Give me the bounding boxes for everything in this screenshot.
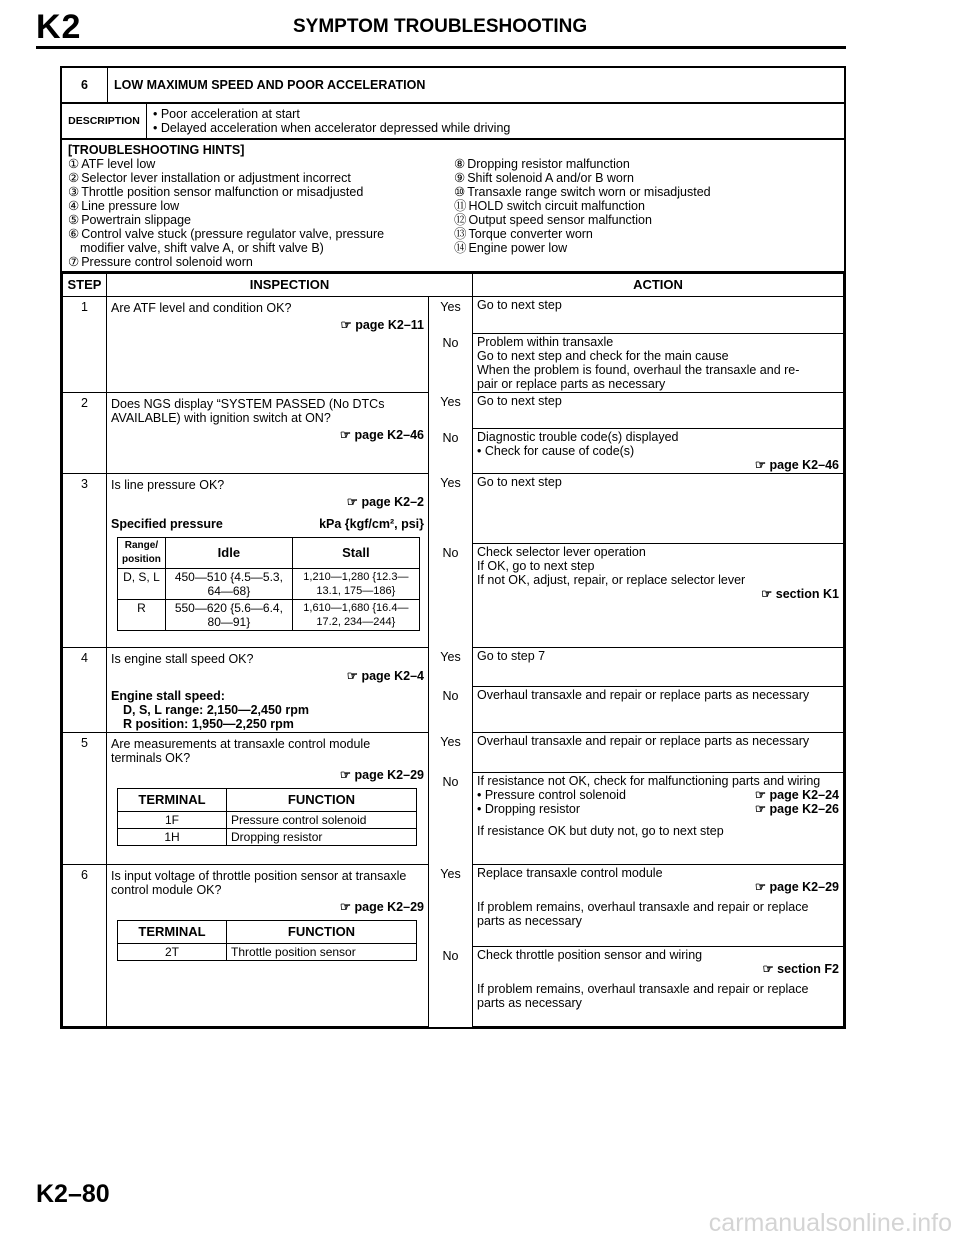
yes-action bbox=[473, 864, 844, 946]
pressure-unit: kPa {kgf/cm², psi} bbox=[319, 516, 424, 531]
hint-item bbox=[68, 157, 454, 171]
hint-text: Output speed sensor malfunction bbox=[468, 213, 652, 227]
description-label: DESCRIPTION bbox=[62, 104, 147, 138]
function-cell: Dropping resistor bbox=[227, 828, 417, 845]
hint-number: ② bbox=[68, 171, 80, 185]
page-reference: ☞ page K2–29 bbox=[339, 767, 424, 782]
action-line: When the problem is found, overhaul the transaxle and re- bbox=[477, 362, 800, 377]
inspection-question: Is engine stall speed OK? bbox=[111, 651, 254, 666]
action-line: • Pressure control solenoid bbox=[477, 787, 626, 802]
troubleshooting-document bbox=[60, 66, 846, 1029]
terminal-header: TERMINAL bbox=[118, 920, 227, 943]
hint-text: Control valve stuck (pressure regulator valve, pressure bbox=[81, 227, 385, 241]
yes-action: Go to next step bbox=[473, 297, 844, 334]
symptom-row bbox=[62, 68, 844, 104]
hint-text: Line pressure low bbox=[81, 199, 180, 213]
range-header: Range/ position bbox=[118, 537, 166, 568]
range-cell: R bbox=[118, 599, 166, 630]
hint-item bbox=[454, 241, 711, 255]
action-line: Diagnostic trouble code(s) displayed bbox=[477, 429, 679, 444]
hint-item bbox=[454, 185, 711, 199]
page-reference: ☞ page K2–2 bbox=[346, 494, 424, 509]
stall-cell: 1,610—1,680 {16.4—17.2, 234—244} bbox=[292, 599, 419, 630]
yes-label: Yes bbox=[429, 473, 473, 543]
hint-number: ⑩ bbox=[454, 185, 466, 199]
description-item: • Delayed acceleration when accelerator depressed while driving bbox=[153, 121, 511, 135]
stall-cell: 1,210—1,280 {12.3—13.1, 175—186} bbox=[292, 568, 419, 599]
page-title: SYMPTOM TROUBLESHOOTING bbox=[293, 16, 588, 37]
page-reference: ☞ page K2–46 bbox=[754, 457, 839, 472]
page-reference: ☞ page K2–4 bbox=[346, 668, 424, 683]
page-reference: ☞ page K2–29 bbox=[339, 899, 424, 914]
yes-action: Go to step 7 bbox=[473, 647, 844, 686]
hint-item bbox=[454, 213, 711, 227]
inspection-cell bbox=[107, 392, 429, 473]
action-line: If not OK, adjust, repair, or replace selector lever bbox=[477, 572, 746, 587]
hint-text: Engine power low bbox=[468, 241, 568, 255]
hint-item bbox=[68, 255, 454, 269]
hint-item bbox=[454, 157, 711, 171]
header-rule bbox=[36, 46, 846, 49]
inspection-cell bbox=[107, 732, 429, 864]
hint-text: Powertrain slippage bbox=[81, 213, 192, 227]
page-reference: ☞ page K2–11 bbox=[340, 318, 424, 332]
section-reference: ☞ section F2 bbox=[762, 961, 839, 976]
inspection-cell bbox=[107, 297, 429, 393]
terminal-cell: 1F bbox=[118, 811, 227, 828]
inspection-question: Does NGS display “SYSTEM PASSED (No DTCs AVAILABLE) with ignition switch at ON? bbox=[111, 396, 385, 425]
table-row bbox=[63, 647, 844, 686]
idle-header: Idle bbox=[165, 537, 292, 568]
hint-number: ③ bbox=[68, 185, 80, 199]
table-row bbox=[63, 297, 844, 334]
inspection-cell bbox=[107, 647, 429, 732]
watermark: carmanualsonline.info bbox=[708, 1209, 952, 1237]
hint-text: Transaxle range switch worn or misadjusted bbox=[467, 185, 711, 199]
yes-action: Overhaul transaxle and repair or replace parts as necessary bbox=[473, 732, 844, 772]
hint-item bbox=[68, 185, 454, 199]
description-row bbox=[62, 104, 844, 140]
troubleshooting-hints bbox=[62, 140, 844, 273]
yes-label: Yes bbox=[429, 864, 473, 946]
table-row bbox=[63, 864, 844, 946]
no-label: No bbox=[429, 686, 473, 732]
stall-speed-r: R position: 1,950—2,250 rpm bbox=[123, 716, 294, 731]
stall-speed-heading: Engine stall speed: bbox=[111, 688, 225, 703]
table-row bbox=[63, 392, 844, 428]
yes-label: Yes bbox=[429, 732, 473, 772]
specified-pressure-label: Specified pressure bbox=[111, 516, 223, 531]
hint-item bbox=[68, 171, 454, 185]
idle-cell: 550—620 {5.6—6.4, 80—91} bbox=[165, 599, 292, 630]
inspection-question: Is line pressure OK? bbox=[111, 477, 225, 492]
step-number: 3 bbox=[63, 473, 107, 647]
yes-label: Yes bbox=[429, 647, 473, 686]
hint-number: ④ bbox=[68, 199, 80, 213]
action-line: If resistance OK but duty not, go to next step bbox=[477, 823, 724, 838]
action-line: Go to next step and check for the main cause bbox=[477, 348, 729, 363]
hints-left-column bbox=[68, 157, 454, 269]
action-column-header: ACTION bbox=[473, 274, 844, 297]
hint-item-continuation bbox=[68, 241, 454, 255]
page-number: K2–80 bbox=[36, 1180, 110, 1208]
terminal-cell: 1H bbox=[118, 828, 227, 845]
hint-item bbox=[68, 227, 454, 241]
table-header-row bbox=[63, 274, 844, 297]
hint-number: ⑤ bbox=[68, 213, 80, 227]
no-action bbox=[473, 543, 844, 647]
hint-text: Shift solenoid A and/or B worn bbox=[467, 171, 634, 185]
no-label: No bbox=[429, 772, 473, 864]
no-action: Overhaul transaxle and repair or replace parts as necessary bbox=[473, 686, 844, 732]
hint-text: Selector lever installation or adjustment incorrect bbox=[81, 171, 351, 185]
hint-number: ⑪ bbox=[454, 199, 467, 213]
action-line: Check throttle position sensor and wiring bbox=[477, 947, 703, 962]
hint-number: ⑧ bbox=[454, 157, 466, 171]
hint-item bbox=[454, 227, 711, 241]
stall-speed-dsl: D, S, L range: 2,150—2,450 rpm bbox=[123, 702, 309, 717]
action-item bbox=[477, 802, 839, 816]
action-line: Replace transaxle control module bbox=[477, 865, 663, 880]
no-label: No bbox=[429, 428, 473, 473]
description-text bbox=[147, 104, 516, 138]
action-line: pair or replace parts as necessary bbox=[477, 376, 666, 391]
step-number: 4 bbox=[63, 647, 107, 732]
yes-label: Yes bbox=[429, 297, 473, 334]
step-number: 2 bbox=[63, 392, 107, 473]
step-column-header: STEP bbox=[63, 274, 107, 297]
hint-text: ATF level low bbox=[81, 157, 156, 171]
hints-right-column bbox=[454, 157, 711, 269]
hint-number: ⑦ bbox=[68, 255, 80, 269]
action-line: Check selector lever operation bbox=[477, 544, 646, 559]
action-line: If resistance not OK, check for malfunctioning parts and wiring bbox=[477, 773, 821, 788]
function-cell: Throttle position sensor bbox=[227, 943, 417, 960]
inspection-table bbox=[62, 273, 844, 1027]
hint-text: Torque converter worn bbox=[468, 227, 593, 241]
no-action bbox=[473, 333, 844, 392]
inspection-cell bbox=[107, 473, 429, 647]
inspection-question: Is input voltage of throttle position sensor at transaxle control module OK? bbox=[111, 868, 407, 897]
inspection-cell bbox=[107, 864, 429, 1026]
no-action bbox=[473, 428, 844, 473]
yes-label: Yes bbox=[429, 392, 473, 428]
hint-text: modifier valve, shift valve A, or shift valve B) bbox=[80, 241, 324, 255]
idle-cell: 450—510 {4.5—5.3, 64—68} bbox=[165, 568, 292, 599]
stall-header: Stall bbox=[292, 537, 419, 568]
hints-heading: [TROUBLESHOOTING HINTS] bbox=[68, 143, 245, 157]
action-line: If OK, go to next step bbox=[477, 558, 595, 573]
action-line: • Check for cause of code(s) bbox=[477, 443, 635, 458]
table-row bbox=[63, 473, 844, 543]
step-number: 1 bbox=[63, 297, 107, 393]
no-action bbox=[473, 946, 844, 1026]
yes-action: Go to next step bbox=[473, 473, 844, 543]
hint-number: ⑥ bbox=[68, 227, 80, 241]
action-line: Problem within transaxle bbox=[477, 334, 614, 349]
hint-number: ⑭ bbox=[454, 241, 467, 255]
inspection-column-header: INSPECTION bbox=[107, 274, 473, 297]
function-header: FUNCTION bbox=[227, 788, 417, 811]
hint-number: ⑬ bbox=[454, 227, 467, 241]
description-item: • Poor acceleration at start bbox=[153, 107, 300, 121]
hint-item bbox=[68, 199, 454, 213]
step-number: 6 bbox=[63, 864, 107, 1026]
step-number: 5 bbox=[63, 732, 107, 864]
hint-text: Pressure control solenoid worn bbox=[81, 255, 253, 269]
hint-item bbox=[454, 199, 711, 213]
inspection-question: Are ATF level and condition OK? bbox=[111, 301, 292, 315]
inspection-question: Are measurements at transaxle control module terminals OK? bbox=[111, 736, 371, 765]
hint-number: ① bbox=[68, 157, 80, 171]
page-reference: ☞ page K2–46 bbox=[339, 427, 424, 442]
no-label: No bbox=[429, 946, 473, 1026]
hint-text: Throttle position sensor malfunction or misadjusted bbox=[81, 185, 364, 199]
function-cell: Pressure control solenoid bbox=[227, 811, 417, 828]
hint-text: HOLD switch circuit malfunction bbox=[468, 199, 645, 213]
no-label: No bbox=[429, 333, 473, 392]
section-reference: ☞ section K1 bbox=[761, 586, 839, 601]
action-line: • Dropping resistor bbox=[477, 801, 581, 816]
yes-action: Go to next step bbox=[473, 392, 844, 428]
action-line: If problem remains, overhaul transaxle and repair or replace parts as necessary bbox=[477, 899, 809, 928]
symptom-number: 6 bbox=[62, 68, 108, 102]
hint-number: ⑨ bbox=[454, 171, 466, 185]
page-reference: ☞ page K2–26 bbox=[754, 801, 839, 816]
page-reference: ☞ page K2–24 bbox=[754, 787, 839, 802]
symptom-title: LOW MAXIMUM SPEED AND POOR ACCELERATION bbox=[114, 78, 426, 92]
action-item bbox=[477, 788, 839, 802]
hint-text: Dropping resistor malfunction bbox=[467, 157, 630, 171]
line-pressure-table bbox=[117, 537, 420, 631]
terminal-table bbox=[117, 788, 417, 846]
terminal-cell: 2T bbox=[118, 943, 227, 960]
hint-number: ⑫ bbox=[454, 213, 467, 227]
terminal-table bbox=[117, 920, 417, 961]
page-reference: ☞ page K2–29 bbox=[754, 879, 839, 894]
action-line: If problem remains, overhaul transaxle and repair or replace parts as necessary bbox=[477, 981, 809, 1010]
section-code: K2 bbox=[36, 8, 82, 46]
hint-item bbox=[68, 213, 454, 227]
table-row bbox=[63, 732, 844, 772]
no-action bbox=[473, 772, 844, 864]
function-header: FUNCTION bbox=[227, 920, 417, 943]
range-cell: D, S, L bbox=[118, 568, 166, 599]
no-label: No bbox=[429, 543, 473, 647]
terminal-header: TERMINAL bbox=[118, 788, 227, 811]
hint-item bbox=[454, 171, 711, 185]
